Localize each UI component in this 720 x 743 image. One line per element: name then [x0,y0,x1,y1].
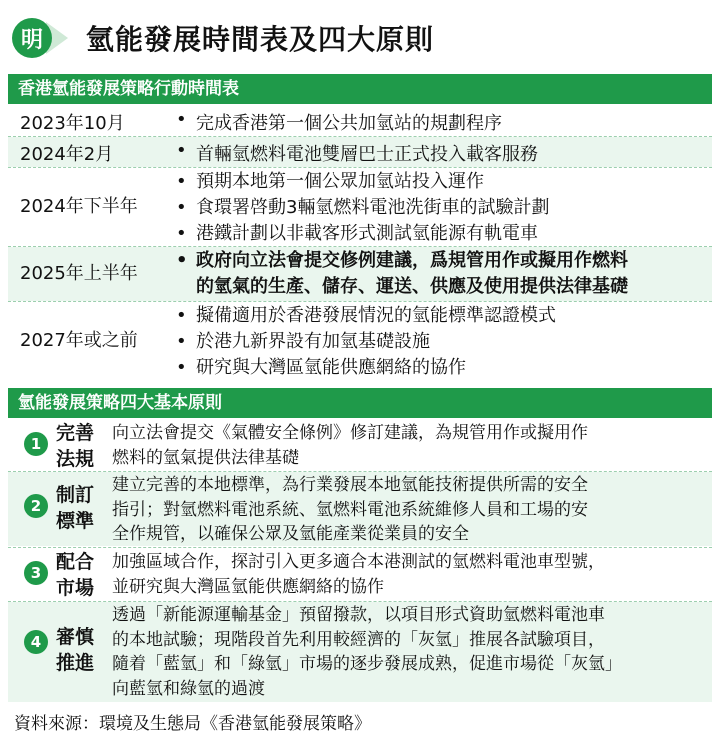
publisher-logo: 明 [12,18,52,58]
timeline-item: • 擬備適用於香港發展情況的氫能標準認證模式 [174,303,556,329]
principle-title: 完善法規 [56,422,95,470]
page-title: 氫能發展時間表及四大原則 [86,23,435,56]
timeline-date: 2025年上半年 [20,263,138,284]
timeline-date: 2023年10月 [20,113,125,134]
timeline-row [8,137,712,167]
number-badge: 4 [24,630,48,654]
principle-item [8,602,712,702]
timeline-row [8,106,712,136]
principle-text: 透過「新能源運輸基金」預留撥款，以項目形式資助氫燃料電池車 的本地試驗；現階段首先利用較經濟的「灰氫」推展各試驗項目， 隨着「藍氫」和「綠氫」市場的逐步發展成熟，促進市場從「灰氫」 向藍氫和綠氫的過渡 [112,605,622,699]
timeline-row [8,247,712,301]
timeline-item: • 於港九新界設有加氫基礎設施 [174,329,556,355]
number-badge: 1 [24,432,48,456]
principle-item [8,548,712,600]
timeline-date: 2024年2月 [20,144,114,165]
number-badge: 3 [24,561,48,585]
principle-text: 加強區域合作，探討引入更多適合本港測試的氫燃料電池車型號， 並研究與大灣區氫能供應網絡的協作 [112,552,605,597]
timeline-heading: 香港氫能發展策略行動時間表 [8,74,712,104]
timeline-item: • 研究與大灣區氫能供應網絡的協作 [174,355,556,381]
timeline-item-continued: 的氫氣的生產、儲存、運送、供應及使用提供法律基礎 [196,276,628,297]
principle-title: 配合市場 [56,551,95,599]
principle-item [8,420,712,470]
timeline-row [8,302,712,380]
principle-text: 建立完善的本地標準，為行業發展本地氫能技術提供所需的安全 指引；對氫燃料電池系統、氫燃料電池系統維修人員和工場的安 全作規管，以確保公眾及氫能產業從業員的安全 [112,475,588,544]
principle-item [8,472,712,546]
number-badge: 2 [24,494,48,518]
principles-heading: 氫能發展策略四大基本原則 [8,388,712,418]
timeline-item: • 完成香港第一個公共加氫站的規劃程序 [174,109,502,135]
timeline-item: • 首輛氫燃料電池雙層巴士正式投入載客服務 [174,140,538,166]
source-note: 資料來源：環境及生態局《香港氫能發展策略》 [14,714,371,734]
timeline-item: • 政府向立法會提交修例建議，爲規管用作或擬用作燃料 [174,248,628,274]
timeline-date: 2024年下半年 [20,196,138,217]
timeline-row [8,168,712,246]
timeline-item: • 預期本地第一個公眾加氫站投入運作 [174,169,549,195]
principle-title: 審慎推進 [56,626,95,674]
timeline-item: • 港鐵計劃以非載客形式測試氫能源有軌電車 [174,221,549,247]
timeline-date: 2027年或之前 [20,330,138,351]
principle-text: 向立法會提交《氣體安全條例》修訂建議，為規管用作或擬用作 燃料的氫氣提供法律基礎 [112,423,588,468]
page-header [0,0,720,72]
principle-title: 制訂標準 [56,484,95,532]
timeline-item: • 食環署啓動3輛氫燃料電池洗街車的試驗計劃 [174,195,549,221]
